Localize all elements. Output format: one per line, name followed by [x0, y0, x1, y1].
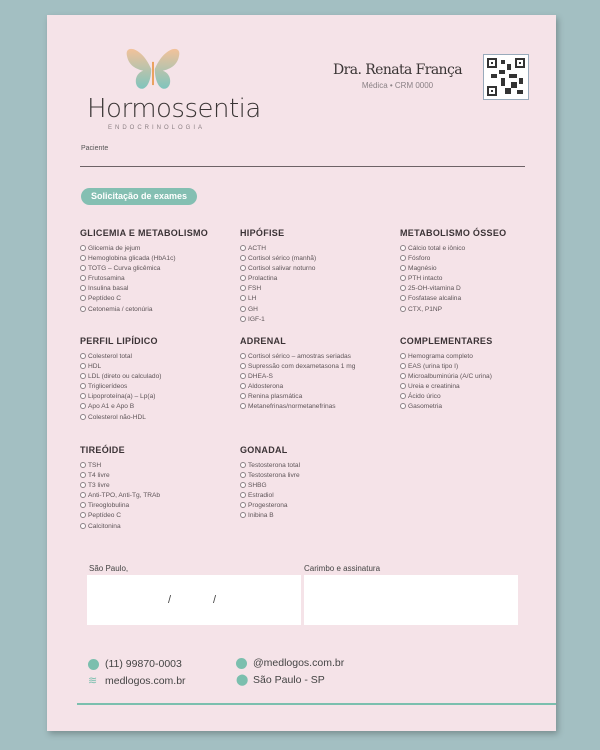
exam-label: Progesterona	[248, 502, 288, 510]
radio-button[interactable]	[240, 353, 246, 359]
exam-option[interactable]	[80, 305, 208, 315]
exam-option[interactable]	[400, 402, 493, 412]
radio-button[interactable]	[240, 502, 246, 508]
exam-option[interactable]	[80, 511, 160, 521]
exam-option[interactable]	[400, 244, 506, 254]
doctor-credentials: Médica • CRM 0000	[361, 81, 434, 90]
phone-text: (11) 99870-0003	[105, 658, 182, 670]
brand-name: Hormossentia	[87, 94, 261, 124]
exam-section	[80, 445, 160, 532]
exam-option[interactable]	[240, 491, 300, 501]
exam-label: HDL	[88, 363, 102, 371]
radio-button[interactable]	[80, 295, 86, 301]
exam-option[interactable]	[240, 315, 316, 325]
wifi-icon: ≋	[88, 675, 98, 687]
exam-label: DHEA-S	[248, 373, 273, 381]
exam-label: EAS (urina tipo I)	[408, 363, 459, 371]
radio-button[interactable]	[400, 306, 406, 312]
exam-option[interactable]	[80, 382, 161, 392]
radio-button[interactable]	[240, 265, 246, 271]
exam-option[interactable]	[240, 402, 355, 412]
radio-button[interactable]	[80, 492, 86, 498]
exam-option[interactable]	[400, 382, 493, 392]
whatsapp-icon	[88, 659, 99, 670]
radio-button[interactable]	[400, 383, 406, 389]
exam-option[interactable]	[400, 264, 506, 274]
location-pin-icon: ⬤	[236, 674, 249, 686]
radio-button[interactable]	[240, 306, 246, 312]
exam-option[interactable]	[240, 274, 316, 284]
radio-button[interactable]	[240, 295, 246, 301]
exam-label: Cortisol salivar noturno	[248, 265, 316, 273]
radio-button[interactable]	[400, 255, 406, 261]
radio-button[interactable]	[80, 285, 86, 291]
exam-label: CTX, P1NP	[408, 305, 443, 313]
radio-button[interactable]	[400, 245, 406, 251]
radio-button[interactable]	[400, 295, 406, 301]
exam-option[interactable]	[80, 392, 161, 402]
radio-button[interactable]	[400, 363, 406, 369]
exam-label: Colesterol não-HDL	[88, 413, 146, 421]
section-title: GLICEMIA E METABOLISMO	[80, 228, 209, 238]
radio-button[interactable]	[80, 306, 86, 312]
radio-button[interactable]	[80, 383, 86, 389]
exam-label: Testosterona livre	[248, 472, 300, 480]
exam-option[interactable]	[80, 264, 208, 274]
doctor-name: Dra. Renata França	[333, 62, 462, 78]
radio-button[interactable]	[80, 373, 86, 379]
exam-label: Frutosamina	[88, 275, 125, 283]
radio-button[interactable]	[400, 275, 406, 281]
date-field[interactable]	[87, 575, 301, 625]
exam-option[interactable]	[80, 491, 160, 501]
exam-option[interactable]	[400, 352, 493, 362]
exam-label: Prolactina	[248, 275, 278, 283]
section-title: HIPÓFISE	[240, 228, 285, 238]
radio-button[interactable]	[80, 462, 86, 468]
exam-option[interactable]	[240, 244, 316, 254]
exam-option[interactable]	[80, 522, 160, 532]
exam-option[interactable]	[240, 362, 355, 372]
exam-label: Tireoglobulina	[88, 502, 130, 510]
exam-option[interactable]	[400, 372, 493, 382]
radio-button[interactable]	[240, 363, 246, 369]
exam-option[interactable]	[80, 352, 161, 362]
exam-option[interactable]	[240, 264, 316, 274]
exam-section	[400, 228, 506, 315]
exam-option[interactable]	[400, 392, 493, 402]
exam-label: Cortisol sérico (manhã)	[248, 255, 317, 263]
exam-option[interactable]	[80, 284, 208, 294]
exam-label: Cortisol sérico – amostras seriadas	[248, 353, 351, 360]
exam-label: Peptídeo C	[88, 512, 121, 520]
exam-option[interactable]	[240, 511, 300, 521]
exam-section	[80, 336, 161, 423]
radio-button[interactable]	[80, 523, 86, 529]
section-title: TIREÓIDE	[80, 445, 125, 455]
exam-label: Hemoglobina glicada (HbA1c)	[88, 255, 176, 263]
exam-label: Insulina basal	[88, 285, 129, 293]
exam-option[interactable]	[240, 284, 316, 294]
signature-field[interactable]	[304, 575, 518, 625]
exam-label: Estradiol	[248, 492, 274, 500]
exam-label: 25-OH-vitamina D	[408, 285, 461, 293]
location-text: São Paulo - SP	[253, 674, 325, 686]
exam-label: PTH intacto	[408, 275, 443, 283]
exam-label: Renina plasmática	[248, 393, 303, 401]
city-label: São Paulo,	[89, 564, 129, 573]
exam-option[interactable]	[240, 372, 355, 382]
radio-button[interactable]	[80, 245, 86, 251]
exam-label: Testosterona total	[248, 462, 301, 469]
qr-code-icon	[483, 54, 529, 100]
section-title: GONADAL	[240, 445, 288, 455]
exam-option[interactable]	[80, 461, 160, 471]
radio-button[interactable]	[240, 512, 246, 518]
radio-button[interactable]	[80, 363, 86, 369]
exam-option[interactable]	[80, 362, 161, 372]
exam-option[interactable]	[240, 294, 316, 304]
radio-button[interactable]	[80, 472, 86, 478]
footer-phone	[88, 658, 182, 671]
exam-option[interactable]	[240, 471, 300, 481]
patient-label: Paciente	[81, 145, 109, 152]
exam-option[interactable]	[80, 254, 208, 264]
radio-button[interactable]	[400, 265, 406, 271]
exam-label: Anti-TPO, Anti-Tg, TRAb	[88, 492, 161, 500]
exam-label: Hemograma completo	[408, 353, 473, 360]
exam-label: Ácido úrico	[408, 393, 441, 401]
exam-label: T3 livre	[88, 482, 110, 490]
radio-button[interactable]	[240, 373, 246, 379]
exam-label: SHBG	[248, 482, 267, 490]
exam-option[interactable]	[400, 274, 506, 284]
exam-label: Cálcio total e iônico	[408, 245, 466, 252]
exam-option[interactable]	[240, 392, 355, 402]
exam-option[interactable]	[400, 362, 493, 372]
section-title: ADRENAL	[240, 336, 287, 346]
exam-label: LH	[248, 295, 257, 303]
radio-button[interactable]	[240, 403, 246, 409]
exam-label: T4 livre	[88, 472, 110, 480]
radio-button[interactable]	[80, 512, 86, 518]
footer-divider	[77, 703, 556, 705]
exam-option[interactable]	[240, 352, 355, 362]
section-title: METABOLISMO ÓSSEO	[400, 228, 507, 238]
radio-button[interactable]	[240, 285, 246, 291]
radio-button[interactable]	[80, 353, 86, 359]
radio-button[interactable]	[400, 353, 406, 359]
footer-instagram	[236, 657, 344, 670]
instagram-text: @medlogos.com.br	[253, 657, 345, 669]
exam-option[interactable]	[80, 471, 160, 481]
footer-location	[236, 674, 325, 687]
exam-option[interactable]	[400, 254, 506, 264]
exam-option[interactable]	[80, 372, 161, 382]
butterfly-logo-icon	[120, 44, 186, 94]
exam-label: Colesterol total	[88, 353, 132, 360]
exam-label: Ureia e creatinina	[408, 383, 460, 391]
radio-button[interactable]	[80, 255, 86, 261]
exam-label: Supressão com dexametasona 1 mg	[248, 363, 356, 371]
radio-button[interactable]	[240, 462, 246, 468]
radio-button[interactable]	[80, 393, 86, 399]
exam-label: Aldosterona	[248, 383, 284, 391]
stamp-label: Carimbo e assinatura	[304, 564, 381, 573]
exam-option[interactable]	[80, 501, 160, 511]
radio-button[interactable]	[80, 502, 86, 508]
date-separator: /	[168, 594, 172, 606]
radio-button[interactable]	[80, 275, 86, 281]
radio-button[interactable]	[240, 383, 246, 389]
exam-option[interactable]	[240, 481, 300, 491]
radio-button[interactable]	[80, 403, 86, 409]
exam-label: IGF-1	[248, 315, 265, 323]
radio-button[interactable]	[240, 245, 246, 251]
exam-label: Inibina B	[248, 512, 274, 520]
footer-website	[88, 675, 186, 688]
website-text: medlogos.com.br	[105, 675, 186, 687]
exam-option[interactable]	[80, 274, 208, 284]
radio-button[interactable]	[80, 482, 86, 488]
exam-label: Cetonemia / cetonúria	[88, 305, 153, 313]
exam-label: Microalbuminúria (A/C urina)	[408, 373, 492, 381]
exam-label: LDL (direto ou calculado)	[88, 373, 162, 381]
brand-subtitle: ENDOCRINOLOGIA	[108, 125, 206, 131]
exam-option[interactable]	[80, 481, 160, 491]
radio-button[interactable]	[240, 316, 246, 322]
exam-label: FSH	[248, 285, 262, 293]
patient-name-line[interactable]	[80, 166, 525, 167]
radio-button[interactable]	[240, 275, 246, 281]
exam-section	[240, 445, 300, 522]
exam-label: Fósforo	[408, 255, 431, 263]
exam-option[interactable]	[240, 382, 355, 392]
date-separator: /	[213, 594, 217, 606]
exam-option[interactable]	[240, 461, 300, 471]
exam-label: Metanefrinas/normetanefrinas	[248, 403, 336, 411]
section-title: PERFIL LIPÍDICO	[80, 336, 158, 346]
exam-option[interactable]	[80, 244, 208, 254]
exam-label: Triglicerídeos	[88, 383, 128, 391]
instagram-icon	[236, 658, 247, 669]
exam-option[interactable]	[400, 305, 506, 315]
radio-button[interactable]	[400, 393, 406, 399]
exam-label: ACTH	[248, 245, 266, 252]
exam-option[interactable]	[400, 284, 506, 294]
radio-button[interactable]	[400, 403, 406, 409]
exam-section	[240, 336, 355, 413]
exam-label: Magnésio	[408, 265, 437, 273]
exam-option[interactable]	[80, 413, 161, 423]
exam-section	[80, 228, 208, 315]
exam-label: TSH	[88, 462, 102, 469]
exam-label: Gasometria	[408, 403, 443, 411]
radio-button[interactable]	[240, 482, 246, 488]
radio-button[interactable]	[240, 393, 246, 399]
section-title: COMPLEMENTARES	[400, 336, 493, 346]
radio-button[interactable]	[240, 255, 246, 261]
exam-option[interactable]	[80, 402, 161, 412]
exam-option[interactable]	[240, 305, 316, 315]
exam-label: Glicemia de jejum	[88, 245, 141, 252]
radio-button[interactable]	[80, 414, 86, 420]
exam-section	[240, 228, 316, 325]
exam-label: Fosfatase alcalina	[408, 295, 462, 303]
exam-section	[400, 336, 493, 413]
exam-label: GH	[248, 305, 258, 313]
exam-option[interactable]	[240, 254, 316, 264]
radio-button[interactable]	[80, 265, 86, 271]
exam-request-badge: Solicitação de exames	[81, 188, 197, 205]
radio-button[interactable]	[400, 285, 406, 291]
exam-label: Calcitonina	[88, 522, 121, 530]
radio-button[interactable]	[240, 472, 246, 478]
radio-button[interactable]	[240, 492, 246, 498]
exam-option[interactable]	[80, 294, 208, 304]
exam-option[interactable]	[400, 294, 506, 304]
exam-option[interactable]	[240, 501, 300, 511]
exam-label: Peptídeo C	[88, 295, 121, 303]
exam-label: Lipoproteína(a) – Lp(a)	[88, 393, 156, 401]
exam-label: TOTG – Curva glicêmica	[88, 265, 161, 273]
exam-label: Apo A1 e Apo B	[88, 403, 135, 411]
radio-button[interactable]	[400, 373, 406, 379]
